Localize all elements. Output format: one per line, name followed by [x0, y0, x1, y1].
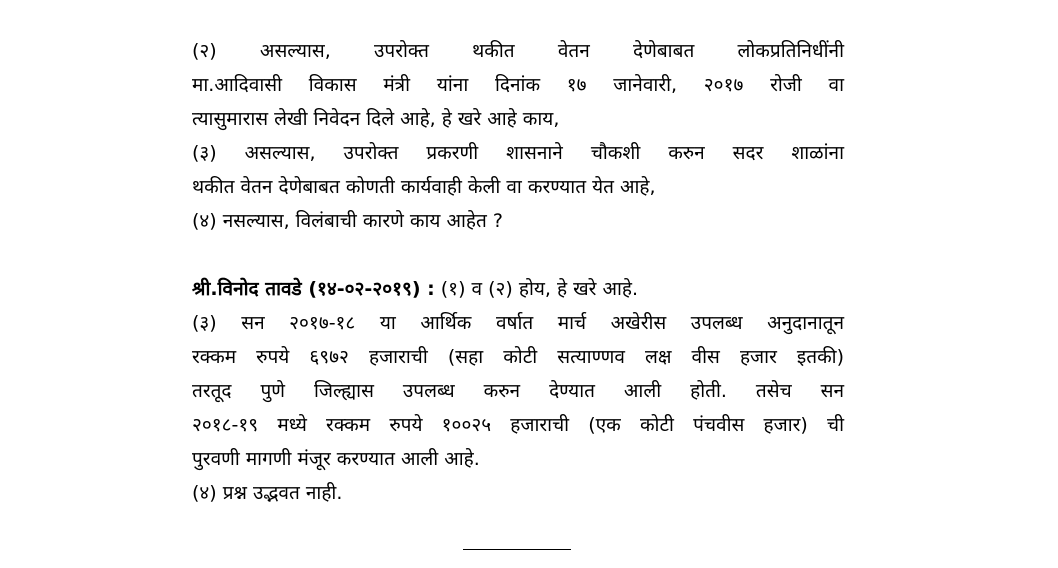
answer-line: रक्कम रुपये ६९७२ हजाराची (सहा कोटी सत्याण्णव लक्ष वीस हजार इतकी)	[192, 346, 844, 368]
answer-line: पुरवणी मागणी मंजूर करण्यात आली आहे.	[192, 448, 480, 470]
answer-line: (४) प्रश्न उद्भवत नाही.	[192, 482, 343, 504]
question-line: त्यासुमारास लेखी निवेदन दिले आहे, हे खरे आहे काय,	[192, 108, 560, 130]
answer-section	[192, 272, 844, 510]
question-section	[192, 34, 844, 238]
answer-line: २०१८-१९ मध्ये रक्कम रुपये १००२५ हजाराची (एक कोटी पंचवीस हजार) ची	[192, 414, 844, 436]
question-line: थकीत वेतन देणेबाबत कोणती कार्यवाही केली वा करण्यात येत आहे,	[192, 176, 656, 198]
answer-text: (१) व (२) होय, हे खरे आहे.	[434, 278, 639, 300]
end-rule	[463, 549, 571, 550]
question-line: (२) असल्यास, उपरोक्त थकीत वेतन देणेबाबत लोकप्रतिनिधींनी	[192, 40, 844, 62]
answer-first-line	[192, 272, 844, 306]
question-line: (३) असल्यास, उपरोक्त प्रकरणी शासनाने चौकशी करुन सदर शाळांना	[192, 142, 844, 164]
answer-line: तरतूद पुणे जिल्ह्यास उपलब्ध करुन देण्यात आली होती. तसेच सन	[192, 380, 844, 402]
minister-name: श्री.विनोद तावडे (१४-०२-२०१९) :	[192, 278, 435, 300]
question-line: (४) नसल्यास, विलंबाची कारणे काय आहेत ?	[192, 210, 503, 232]
section-gap	[192, 238, 844, 272]
answer-line: (३) सन २०१७-१८ या आर्थिक वर्षात मार्च अखेरीस उपलब्ध अनुदानातून	[192, 312, 844, 334]
question-line: मा.आदिवासी विकास मंत्री यांना दिनांक १७ जानेवारी, २०१७ रोजी वा	[192, 74, 844, 96]
document-body	[192, 34, 844, 510]
